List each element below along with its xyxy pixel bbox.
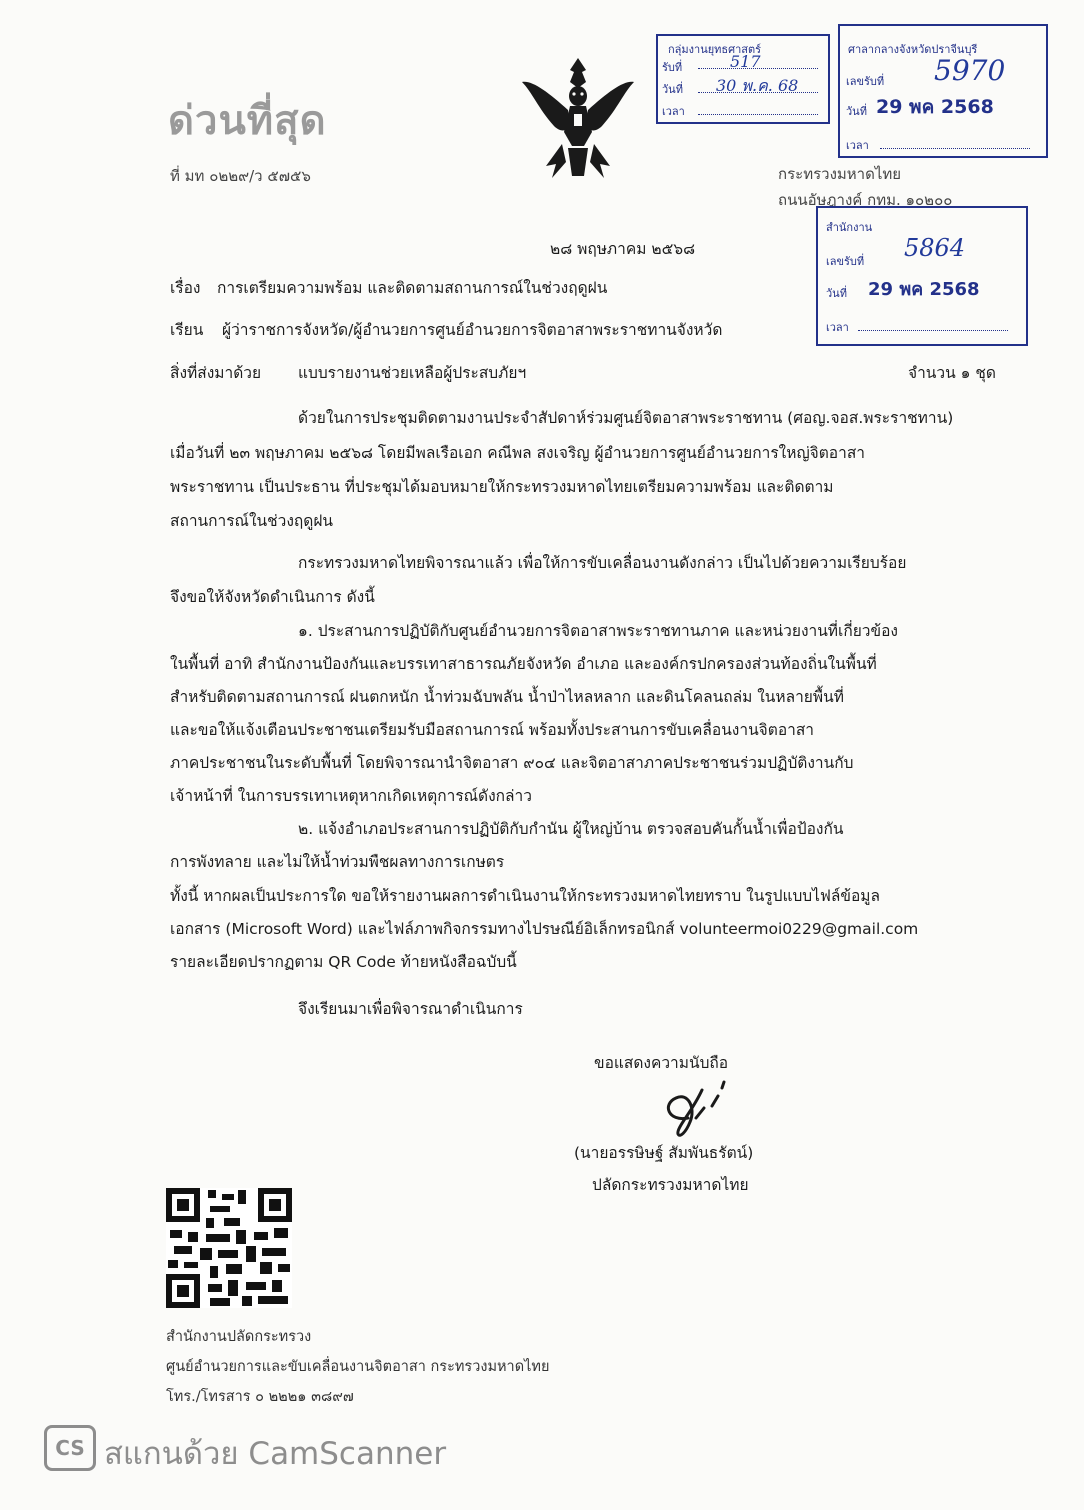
stamp-date-label: วันที่: [846, 105, 867, 118]
document-number: ที่ มท ๐๒๒๙/ว ๕๗๕๖: [170, 167, 311, 185]
report-instruction-line: เอกสาร (Microsoft Word) และไฟล์ภาพกิจกรรมทางไปรษณีย์อิเล็กทรอนิกส์ volunteermoi0229@gmail.com: [170, 920, 919, 938]
garuda-emblem-icon: [518, 52, 638, 186]
report-instruction-line: ทั้งนี้ หากผลเป็นประการใด ขอให้รายงานผลการดำเนินงานให้กระทรวงมหาดไทยทราบ ในรูปแบบไฟล์ข้อมูล: [170, 887, 881, 905]
paragraph-2-line: จึงขอให้จังหวัดดำเนินการ ดังนี้: [170, 588, 375, 606]
footer-phone: โทร./โทรสาร ๐ ๒๒๒๑ ๓๘๙๗: [166, 1389, 354, 1405]
stamp-received-number: 5970: [934, 54, 1006, 87]
provincial-hall-stamp: [838, 24, 1048, 158]
stamp-date-label: วันที่: [662, 83, 683, 96]
stamp-received-label: เลขรับที่: [846, 75, 885, 88]
stamp-time-label: เวลา: [846, 139, 869, 152]
item-1-line: ในพื้นที่ อาทิ สำนักงานป้องกันและบรรเทาสาธารณภัยจังหวัด อำเภอ และองค์กรปกครองส่วนท้องถิ่นในพื้นที่: [170, 655, 877, 673]
item-1-line: ภาคประชาชนในระดับพื้นที่ โดยพิจารณานำจิตอาสา ๙๐๔ และจิตอาสาภาคประชาชนร่วมปฏิบัติงานกับ: [170, 754, 854, 772]
stamp-time-label: เวลา: [826, 321, 849, 334]
paragraph-1-line: ด้วยในการประชุมติดตามงานประจำสัปดาห์ร่วมศูนย์จิตอาสาพระราชทาน (ศอญ.จอส.พระราชทาน): [298, 409, 954, 427]
stamp-org: กลุ่มงานยุทธศาสตร์: [668, 43, 762, 56]
stamp-time-label: เวลา: [662, 105, 685, 118]
camscanner-logo-icon: CS: [44, 1425, 96, 1471]
ministry-address: ถนนอัษฎางค์ กทม. ๑๐๒๐๐: [778, 191, 953, 209]
signatory-name: (นายอรรษิษฐ์ สัมพันธรัตน์): [574, 1144, 754, 1162]
signature-regards: ขอแสดงความนับถือ: [594, 1054, 729, 1072]
paragraph-1-line: เมื่อวันที่ ๒๓ พฤษภาคม ๒๕๖๘ โดยมีพลเรือเอก คณีพล สงเจริญ ผู้อำนวยการศูนย์อำนวยการใหญ่จิตอาสา: [170, 444, 865, 462]
recipient-text: ผู้ว่าราชการจังหวัด/ผู้อำนวยการศูนย์อำนวยการจิตอาสาพระราชทานจังหวัด: [222, 321, 723, 339]
item-2-line: ๒. แจ้งอำเภอประสานการปฏิบัติกับกำนัน ผู้ใหญ่บ้าน ตรวจสอบคันกั้นน้ำเพื่อป้องกัน: [298, 820, 844, 838]
report-instruction-line: รายละเอียดปรากฏตาม QR Code ท้ายหนังสือฉบับนี้: [170, 953, 517, 971]
camscanner-watermark: สแกนด้วย CamScanner: [104, 1436, 447, 1472]
document-date: ๒๘ พฤษภาคม ๒๕๖๘: [550, 240, 696, 258]
closing-sentence: จึงเรียนมาเพื่อพิจารณาดำเนินการ: [298, 1000, 523, 1018]
recipient-label: เรียน: [170, 321, 204, 339]
attachment-label: สิ่งที่ส่งมาด้วย: [170, 364, 262, 382]
attachment-quantity: จำนวน ๑ ชุด: [908, 364, 996, 382]
stamp-received-number: 517: [730, 52, 761, 71]
paragraph-1-line: พระราชทาน เป็นประธาน ที่ประชุมได้มอบหมายให้กระทรวงมหาดไทยเตรียมความพร้อม และติดตาม: [170, 478, 834, 496]
stamp-date-value: 29 พค 2568: [876, 96, 994, 118]
footer-office: สำนักงานปลัดกระทรวง: [166, 1329, 312, 1345]
item-1-line: สำหรับติดตามสถานการณ์ ฝนตกหนัก น้ำท่วมฉับพลัน น้ำป่าไหลหลาก และดินโคลนถล่ม ในหลายพื้นที่: [170, 688, 844, 706]
paragraph-1-line: สถานการณ์ในช่วงฤดูฝน: [170, 512, 334, 530]
stamp-org: ศาลากลางจังหวัดปราจีนบุรี: [848, 43, 978, 56]
handwritten-signature: [640, 1078, 750, 1140]
item-1-line: และขอให้แจ้งเตือนประชาชนเตรียมรับมือสถานการณ์ พร้อมทั้งประสานการขับเคลื่อนงานจิตอาสา: [170, 721, 814, 739]
signatory-position: ปลัดกระทรวงมหาดไทย: [592, 1176, 749, 1194]
stamp-received-label: เลขรับที่: [826, 255, 865, 268]
item-2-line: การพังทลาย และไม่ให้น้ำท่วมพืชผลทางการเกษตร: [170, 853, 505, 871]
office-stamp: [816, 206, 1028, 346]
stamp-received-number: 5864: [904, 234, 966, 262]
footer-center: ศูนย์อำนวยการและขับเคลื่อนงานจิตอาสา กระทรวงมหาดไทย: [166, 1359, 550, 1375]
qr-code[interactable]: [166, 1188, 292, 1308]
subject-label: เรื่อง: [170, 279, 201, 297]
stamp-date-value: 29 พค 2568: [868, 279, 980, 300]
item-1-line: ๑. ประสานการปฏิบัติกับศูนย์อำนวยการจิตอาสาพระราชทานภาค และหน่วยงานที่เกี่ยวข้อง: [298, 622, 898, 640]
stamp-date-value: 30 พ.ค. 68: [716, 76, 799, 95]
receipt-stamp-group: [656, 34, 830, 124]
stamp-org: สำนักงาน: [826, 221, 873, 234]
urgency-label: ด่วนที่สุด: [168, 98, 327, 144]
stamp-received-label: รับที่: [662, 61, 683, 74]
paragraph-2-line: กระทรวงมหาดไทยพิจารณาแล้ว เพื่อให้การขับเคลื่อนงานดังกล่าว เป็นไปด้วยความเรียบร้อย: [298, 554, 907, 572]
ministry-name: กระทรวงมหาดไทย: [778, 165, 902, 183]
item-1-line: เจ้าหน้าที่ ในการบรรเทาเหตุหากเกิดเหตุการณ์ดังกล่าว: [170, 787, 532, 805]
attachment-text: แบบรายงานช่วยเหลือผู้ประสบภัยฯ: [298, 364, 527, 382]
subject-text: การเตรียมความพร้อม และติดตามสถานการณ์ในช่วงฤดูฝน: [217, 279, 608, 297]
stamp-date-label: วันที่: [826, 287, 847, 300]
